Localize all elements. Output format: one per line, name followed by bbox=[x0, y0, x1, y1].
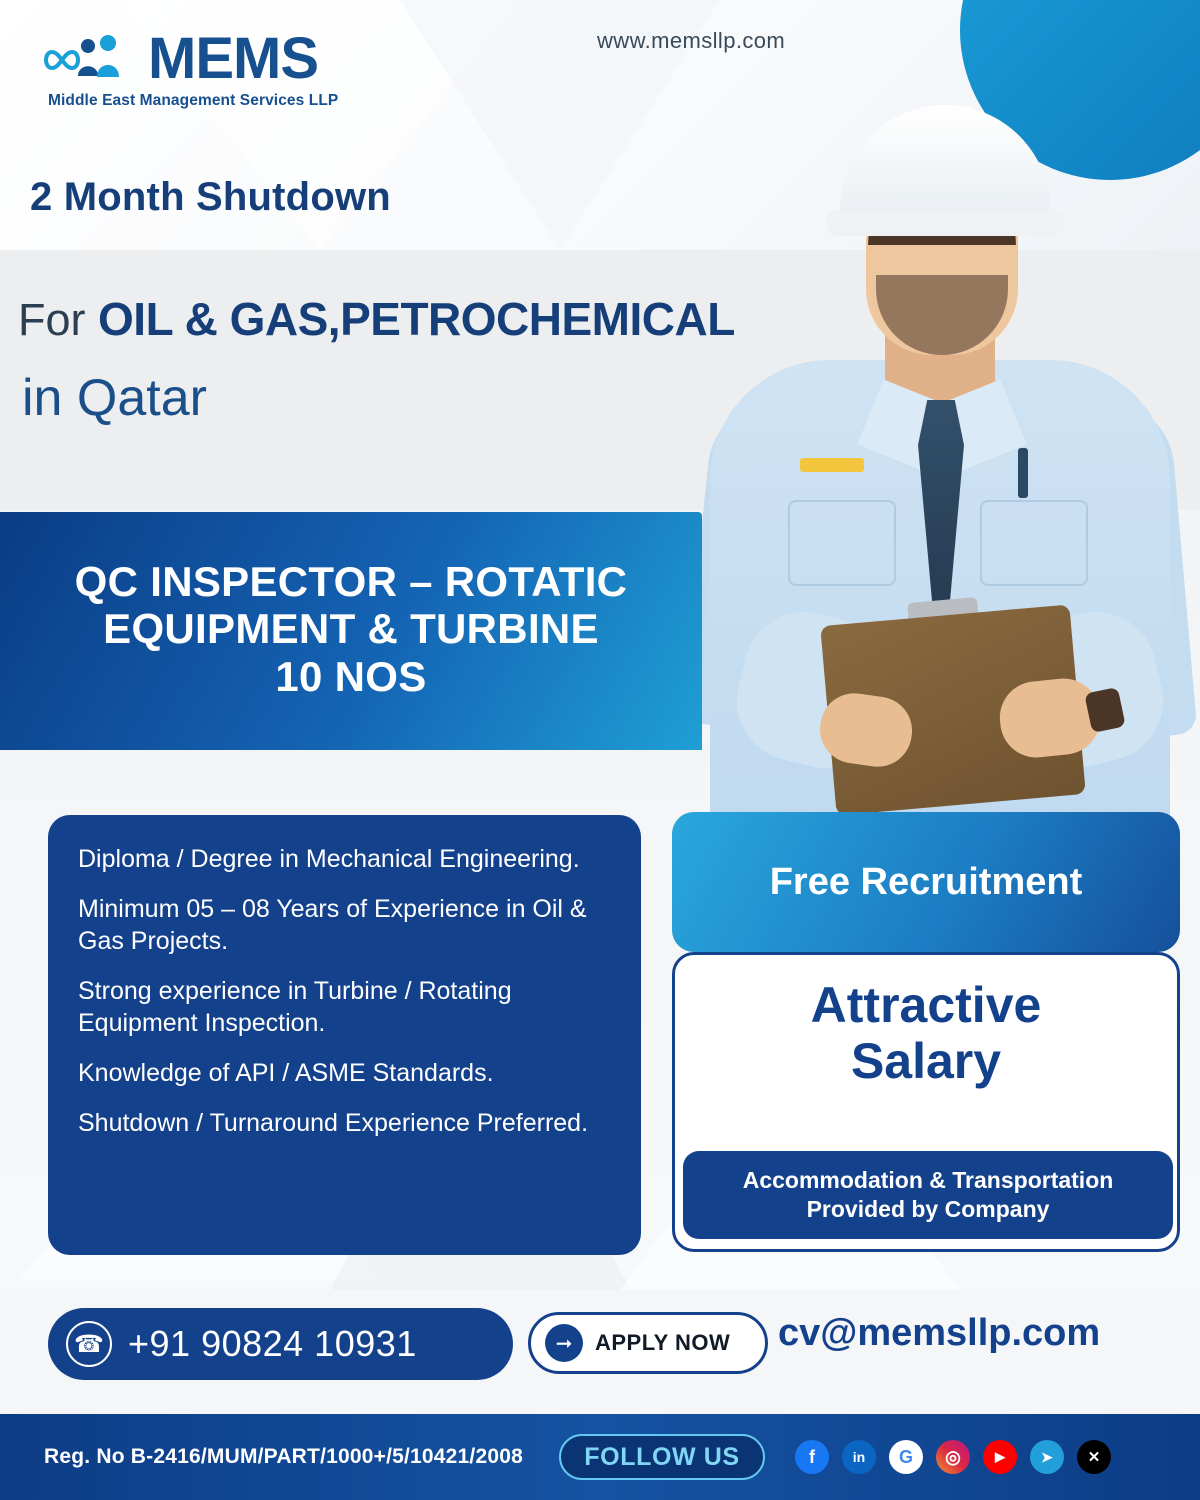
requirement-item: Knowledge of API / ASME Standards. bbox=[78, 1059, 494, 1087]
job-title-line-2: EQUIPMENT & TURBINE bbox=[103, 605, 599, 653]
requirement-item: Shutdown / Turnaround Experience Preferred. bbox=[78, 1109, 589, 1137]
follow-us-label: FOLLOW US bbox=[584, 1442, 740, 1471]
requirement-item: Diploma / Degree in Mechanical Engineering. bbox=[78, 845, 580, 873]
free-recruitment-badge bbox=[672, 812, 1180, 952]
requirement-item: Minimum 05 – 08 Years of Experience in Oil & Gas Projects. bbox=[78, 895, 587, 955]
requirements-card bbox=[48, 815, 641, 1255]
headline-industry-strong: OIL & GAS,PETROCHEMICAL bbox=[98, 293, 735, 345]
website-url[interactable]: www.memsllp.com bbox=[597, 28, 786, 53]
salary-line-2: Salary bbox=[850, 1033, 1002, 1089]
youtube-icon[interactable]: ▶ bbox=[983, 1440, 1017, 1474]
headline-location: in Qatar bbox=[22, 369, 207, 427]
phone-button[interactable] bbox=[48, 1308, 513, 1380]
footer-bar bbox=[0, 1414, 1200, 1500]
telegram-icon[interactable]: ➤ bbox=[1030, 1440, 1064, 1474]
social-links bbox=[795, 1440, 1111, 1474]
accommodation-line-1: Accommodation & Transportation bbox=[742, 1167, 1114, 1194]
facebook-icon[interactable]: f bbox=[795, 1440, 829, 1474]
salary-line-1: Attractive bbox=[810, 977, 1042, 1033]
linkedin-icon[interactable]: in bbox=[842, 1440, 876, 1474]
email-address[interactable]: cv@memsllp.com bbox=[778, 1312, 1101, 1354]
requirement-item: Strong experience in Turbine / Rotating Equipment Inspection. bbox=[78, 977, 512, 1037]
headline-shutdown: 2 Month Shutdown bbox=[30, 175, 391, 219]
headline-industry bbox=[18, 292, 735, 346]
headline-for-prefix: For bbox=[18, 294, 99, 345]
google-icon[interactable]: G bbox=[889, 1440, 923, 1474]
arrow-right-icon: ➞ bbox=[545, 1324, 583, 1362]
logo-tagline: Middle East Management Services LLP bbox=[48, 92, 339, 109]
salary-card bbox=[672, 952, 1180, 1252]
registration-number: Reg. No B-2416/MUM/PART/1000+/5/10421/2008 bbox=[44, 1445, 523, 1468]
apply-now-label: APPLY NOW bbox=[595, 1330, 731, 1355]
phone-icon: ☎ bbox=[66, 1321, 112, 1367]
job-title-line-1: QC INSPECTOR – ROTATIC bbox=[74, 558, 628, 606]
follow-us-badge bbox=[559, 1434, 765, 1480]
phone-number: +91 90824 10931 bbox=[128, 1323, 417, 1364]
free-recruitment-label: Free Recruitment bbox=[769, 860, 1083, 903]
apply-now-button[interactable] bbox=[528, 1312, 768, 1374]
logo-wordmark: MEMS bbox=[148, 26, 318, 91]
accommodation-line-2: Provided by Company bbox=[806, 1196, 1050, 1222]
brand-logo bbox=[42, 26, 339, 110]
accommodation-box bbox=[683, 1151, 1173, 1239]
job-title-line-3: 10 NOS bbox=[275, 652, 427, 700]
job-title-banner bbox=[0, 512, 702, 750]
instagram-icon[interactable]: ◎ bbox=[936, 1440, 970, 1474]
x-twitter-icon[interactable]: ✕ bbox=[1077, 1440, 1111, 1474]
mems-infinity-people-icon bbox=[42, 30, 138, 88]
